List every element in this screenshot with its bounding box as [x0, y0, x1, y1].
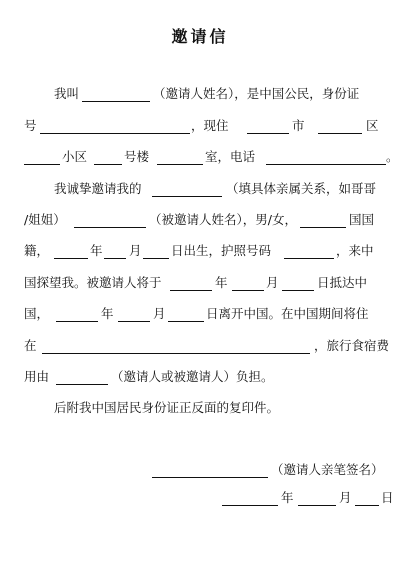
- birth-day-blank[interactable]: [143, 258, 169, 259]
- line-3-text-b: 号楼: [124, 149, 150, 164]
- line-7-text-d: 日抵达中: [317, 275, 368, 290]
- line-3-text-a: 小区: [62, 149, 88, 164]
- id-number-blank[interactable]: [40, 133, 190, 134]
- community-blank[interactable]: [24, 164, 60, 165]
- line-2-text-c: 市: [292, 118, 305, 133]
- departure-month-blank[interactable]: [118, 321, 150, 322]
- relationship-blank[interactable]: [152, 196, 222, 197]
- line-2-text-b: ，现住: [191, 118, 229, 133]
- invitee-name-blank[interactable]: [74, 227, 146, 228]
- phone-blank[interactable]: [266, 164, 386, 165]
- letter-line-10: [0, 367, 400, 387]
- letter-line-4: [0, 179, 400, 199]
- letter-line-6: [0, 241, 400, 261]
- signature-label: （邀请人亲笔签名）: [271, 462, 384, 477]
- line-7-text-c: 月: [266, 275, 279, 290]
- letter-title: 邀请信: [171, 27, 229, 46]
- letter-line-1: [0, 84, 400, 104]
- letter-line-8: [0, 304, 400, 324]
- line-3-text-d: 。: [386, 149, 399, 164]
- line-7-text-a: 国探望我。被邀请人将于: [24, 275, 162, 290]
- arrival-year-blank[interactable]: [170, 290, 212, 291]
- sign-year-label: 年: [281, 490, 294, 505]
- building-blank[interactable]: [94, 164, 122, 165]
- letter-line-9: [0, 336, 400, 356]
- arrival-month-blank[interactable]: [232, 290, 264, 291]
- letter-line-2: [0, 116, 400, 136]
- birth-month-blank[interactable]: [104, 258, 126, 259]
- district-blank[interactable]: [318, 133, 362, 134]
- line-3-text-c: 室，电话: [205, 149, 256, 164]
- line-10-text-b: （邀请人或被邀请人）负担。: [111, 369, 274, 384]
- sign-month-label: 月: [339, 490, 352, 505]
- sign-year-blank[interactable]: [222, 505, 278, 506]
- line-6-text-b: 年: [90, 243, 103, 258]
- expense-payer-blank[interactable]: [56, 384, 108, 385]
- arrival-day-blank[interactable]: [282, 290, 314, 291]
- line-8-text-c: 月: [153, 306, 166, 321]
- line-7-text-b: 年: [215, 275, 228, 290]
- date-line: [0, 488, 400, 508]
- letter-line-7: [0, 273, 400, 293]
- inviter-name-blank[interactable]: [82, 101, 150, 102]
- line-8-text-a: 国，: [24, 306, 50, 321]
- line-5-text-a: /姐姐）: [24, 212, 66, 227]
- signature-blank[interactable]: [152, 477, 268, 478]
- line-11-text-a: 后附我中国居民身份证正反面的复印件。: [54, 400, 280, 415]
- line-4-text-a: 我诚挚邀请我的: [54, 181, 142, 196]
- city-blank[interactable]: [247, 133, 289, 134]
- line-9-text-a: 在: [24, 338, 37, 353]
- line-1-text-b: （邀请人姓名），是中国公民，身份证: [153, 86, 360, 101]
- passport-number-blank[interactable]: [284, 258, 334, 259]
- line-9-text-b: ，旅行食宿费: [314, 338, 390, 353]
- line-5-text-c: 国国: [349, 212, 375, 227]
- letter-line-11: [0, 398, 400, 418]
- line-2-text-d: 区: [366, 118, 379, 133]
- line-4-text-b: （填具体亲属关系，如哥哥: [226, 181, 377, 196]
- line-8-text-d: 日离开中国。在中国期间将住: [206, 306, 369, 321]
- letter-line-3: [0, 147, 400, 167]
- room-blank[interactable]: [157, 164, 203, 165]
- line-10-text-a: 用由: [24, 369, 50, 384]
- sign-month-blank[interactable]: [298, 505, 336, 506]
- signature-line: [0, 460, 400, 480]
- line-2-text-a: 号: [24, 118, 37, 133]
- residence-address-blank[interactable]: [42, 353, 310, 354]
- line-1-text-a: 我叫: [54, 86, 80, 101]
- line-6-text-c: 月: [129, 243, 142, 258]
- line-8-text-b: 年: [101, 306, 114, 321]
- line-6-text-a: 籍，: [24, 243, 50, 258]
- letter-line-5: [0, 210, 400, 230]
- birth-year-blank[interactable]: [54, 258, 88, 259]
- departure-day-blank[interactable]: [168, 321, 204, 322]
- sign-day-blank[interactable]: [355, 505, 379, 506]
- sign-day-label: 日: [381, 490, 394, 505]
- nationality-blank[interactable]: [300, 227, 346, 228]
- departure-year-blank[interactable]: [56, 321, 98, 322]
- line-5-text-b: （被邀请人姓名），男/女，: [149, 212, 297, 227]
- line-6-text-e: ，来中: [336, 243, 374, 258]
- line-6-text-d: 日出生，护照号码: [171, 243, 272, 258]
